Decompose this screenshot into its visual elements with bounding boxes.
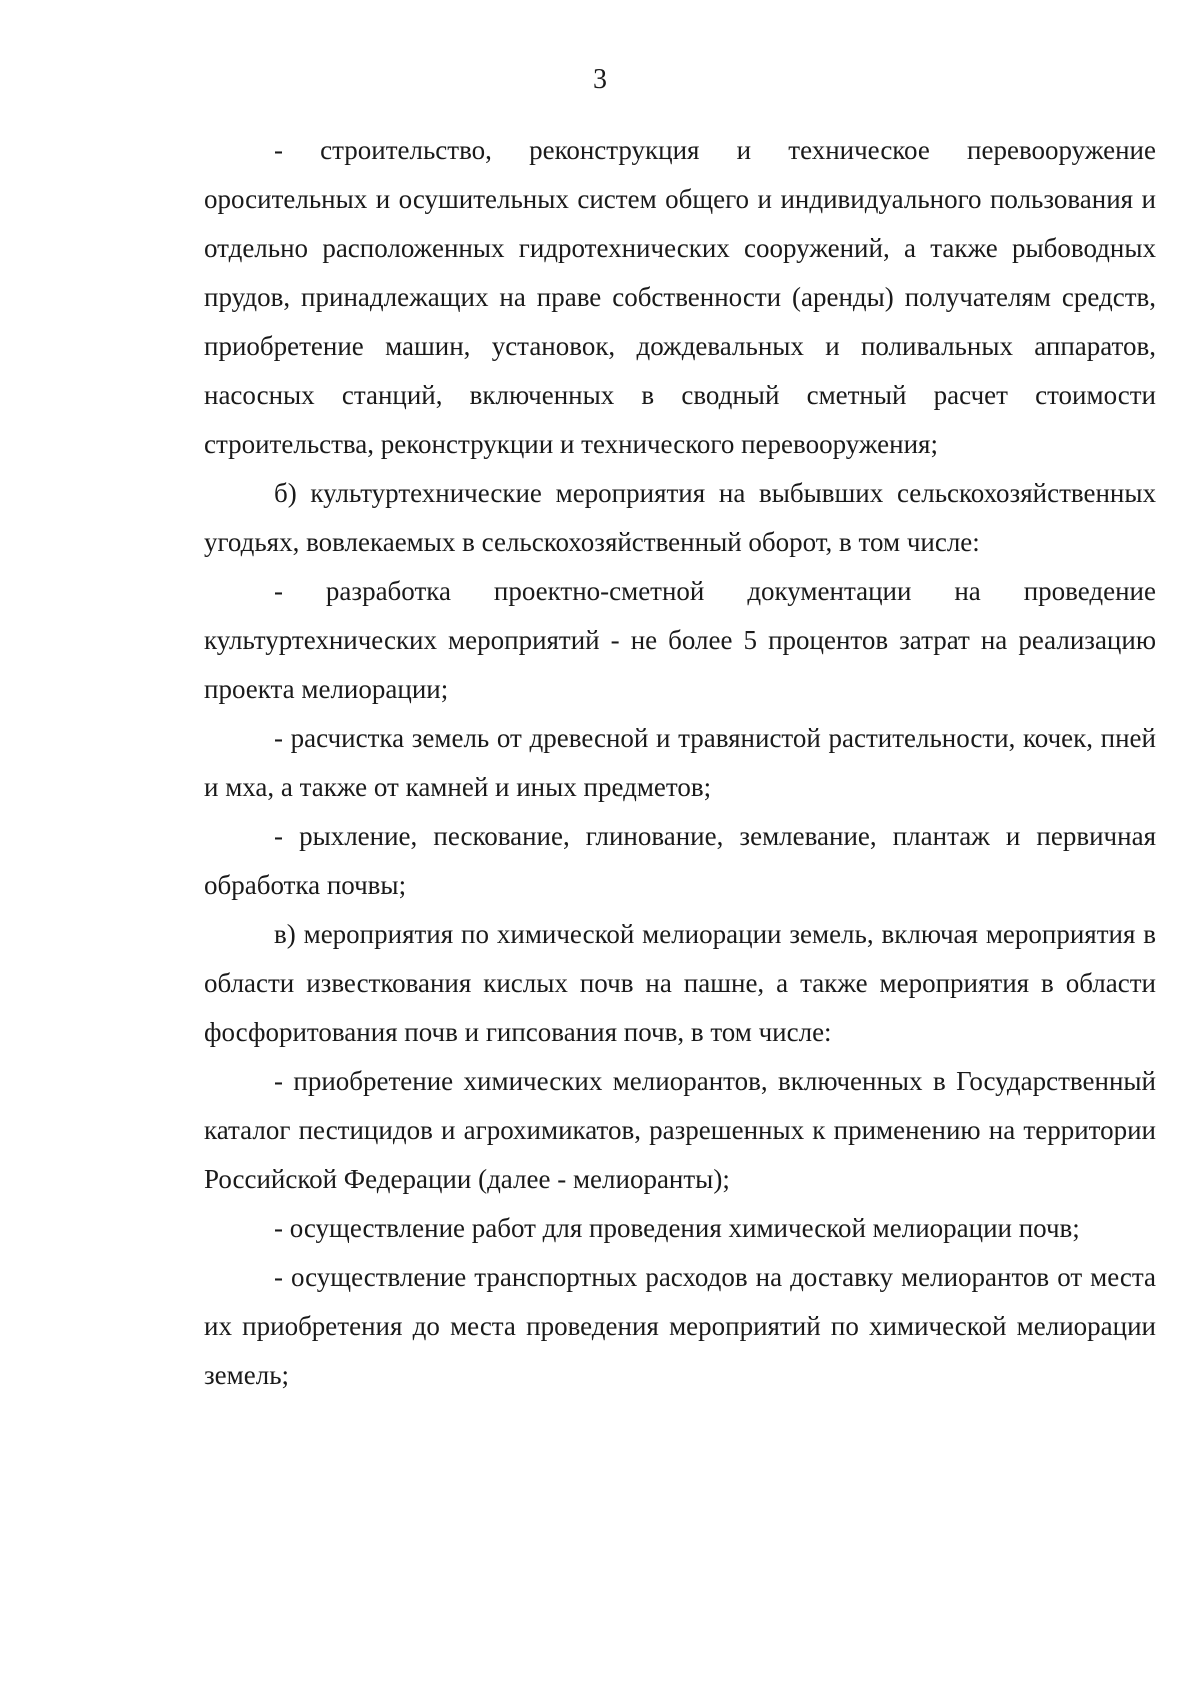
paragraph-chemical-melioration: в) мероприятия по химической мелиорации земель, включая мероприятия в области известкования кислых почв на пашне, а также мероприятия в области фосфоритования почв и гипсования почв, в том числе: — [204, 919, 1156, 1047]
paragraph-construction: - строительство, реконструкция и техническое перевооружение оросительных и осушительных систем общего и индивидуального пользования и отдельно расположенных гидротехнических сооружений, а также рыбоводных прудов, принадлежащих на праве собственности (аренды) получателям средств, приобретение машин, установок, дождевальных и поливальных аппаратов, насосных станций, включенных в сводный сметный расчет стоимости строительства, реконструкции и технического перевооружения; — [204, 135, 1156, 459]
paragraph-land-clearing: - расчистка земель от древесной и травянистой растительности, кочек, пней и мха, а также от камней и иных предметов; — [204, 723, 1156, 802]
document-body — [204, 126, 1156, 1400]
paragraph-design-documentation: - разработка проектно-сметной документации на проведение культуртехнических мероприятий - не более 5 процентов затрат на реализацию проекта мелиорации; — [204, 576, 1156, 704]
paragraph-meliorant-purchase: - приобретение химических мелиорантов, включенных в Государственный каталог пестицидов и агрохимикатов, разрешенных к применению на территории Российской Федерации (далее - мелиоранты); — [204, 1066, 1156, 1194]
paragraph-chemical-works: - осуществление работ для проведения химической мелиорации почв; — [274, 1213, 1080, 1243]
paragraph-cultural-technical-measures: б) культуртехнические мероприятия на выбывших сельскохозяйственных угодьях, вовлекаемых в сельскохозяйственный оборот, в том числе: — [204, 478, 1156, 557]
paragraph-soil-treatment: - рыхление, пескование, глинование, землевание, плантаж и первичная обработка почвы; — [204, 821, 1156, 900]
paragraph-transport-costs: - осуществление транспортных расходов на доставку мелиорантов от места их приобретения до места проведения мероприятий по химической мелиорации земель; — [204, 1262, 1156, 1390]
page-number: 3 — [593, 64, 607, 95]
